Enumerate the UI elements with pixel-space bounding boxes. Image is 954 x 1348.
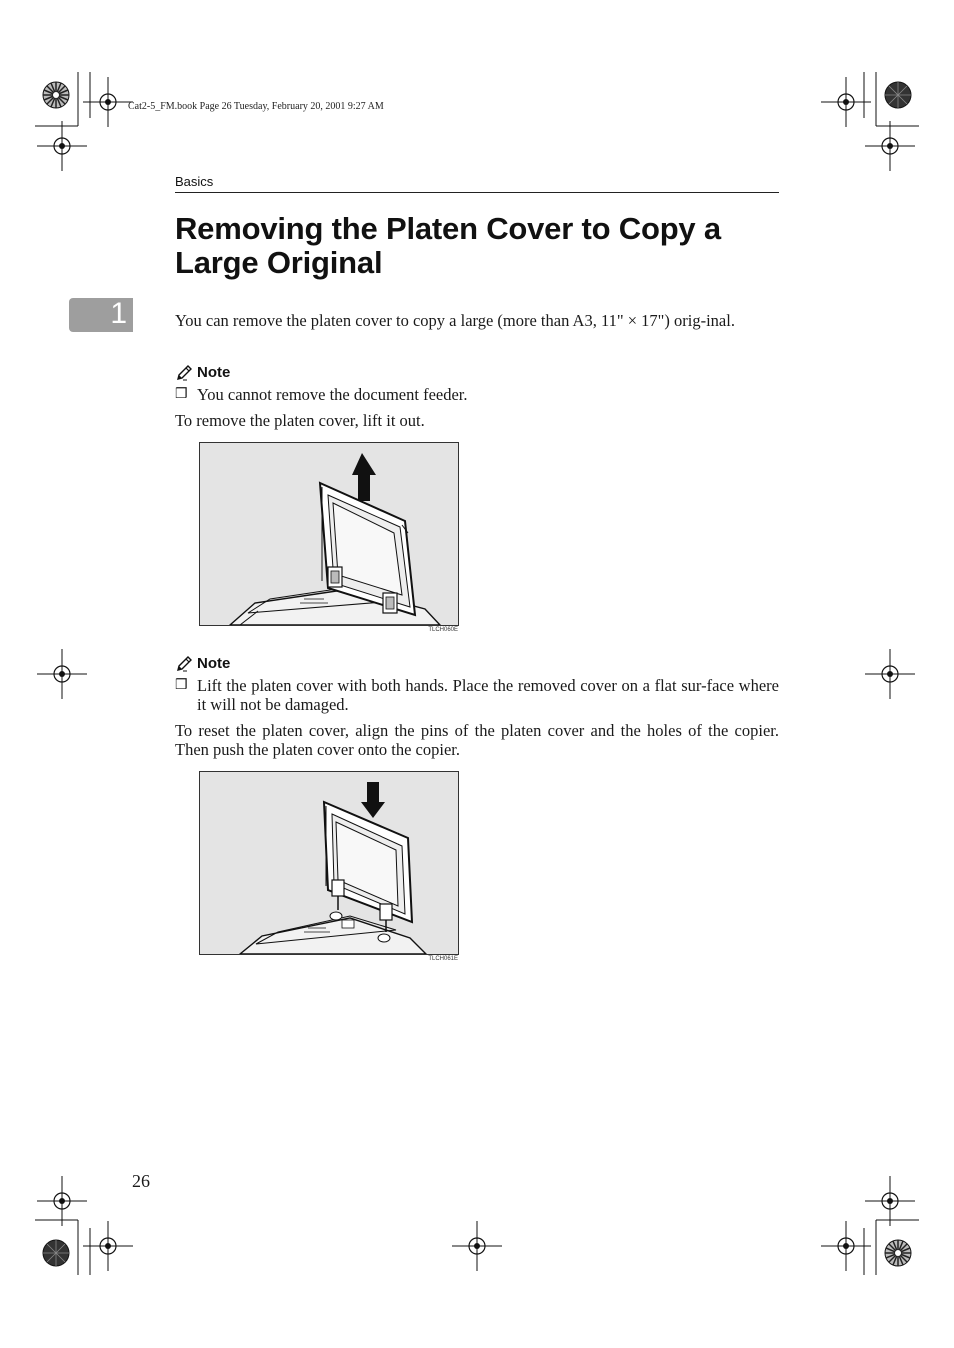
down-arrow xyxy=(361,782,385,818)
checkbox-icon: ❒ xyxy=(175,678,188,693)
up-arrow xyxy=(352,453,376,501)
section-label: Basics xyxy=(175,174,214,189)
figure-remove-platen-cover xyxy=(199,442,459,626)
pencil-icon xyxy=(175,655,194,672)
chapter-number: 1 xyxy=(110,297,127,330)
note-heading-1 xyxy=(175,362,230,382)
print-info: Cat2-5_FM.book Page 26 Tuesday, February 20, 2001 9:27 AM xyxy=(128,101,384,112)
note-label: Note xyxy=(197,363,231,381)
pencil-icon xyxy=(175,364,194,381)
note-item xyxy=(175,676,779,714)
note-heading-2 xyxy=(175,653,230,673)
note-item xyxy=(175,385,779,404)
note-label: Note xyxy=(197,654,231,672)
note-item-text: You cannot remove the document feeder. xyxy=(197,385,468,404)
header-divider xyxy=(175,192,779,193)
page-title: Removing the Platen Cover to Copy a Large Original xyxy=(175,211,721,280)
figure-code-1: TLCH060E xyxy=(428,627,458,633)
page-number: 26 xyxy=(132,1171,150,1191)
step-instruction-2: To reset the platen cover, align the pins of the platen cover and the holes of the copier. Then push the platen cover onto the copier. xyxy=(175,721,779,759)
intro-paragraph: You can remove the platen cover to copy a large (more than A3, 11" × 17") orig-inal. xyxy=(175,311,735,330)
chapter-tab xyxy=(69,298,133,332)
figure-code-2: TLCH061E xyxy=(428,956,458,962)
checkbox-icon: ❒ xyxy=(175,387,188,402)
note-item-text: Lift the platen cover with both hands. Place the removed cover on a flat sur-face where it will not be damaged. xyxy=(197,676,779,714)
step-instruction-1: To remove the platen cover, lift it out. xyxy=(175,411,425,430)
figure-reset-platen-cover xyxy=(199,771,459,955)
